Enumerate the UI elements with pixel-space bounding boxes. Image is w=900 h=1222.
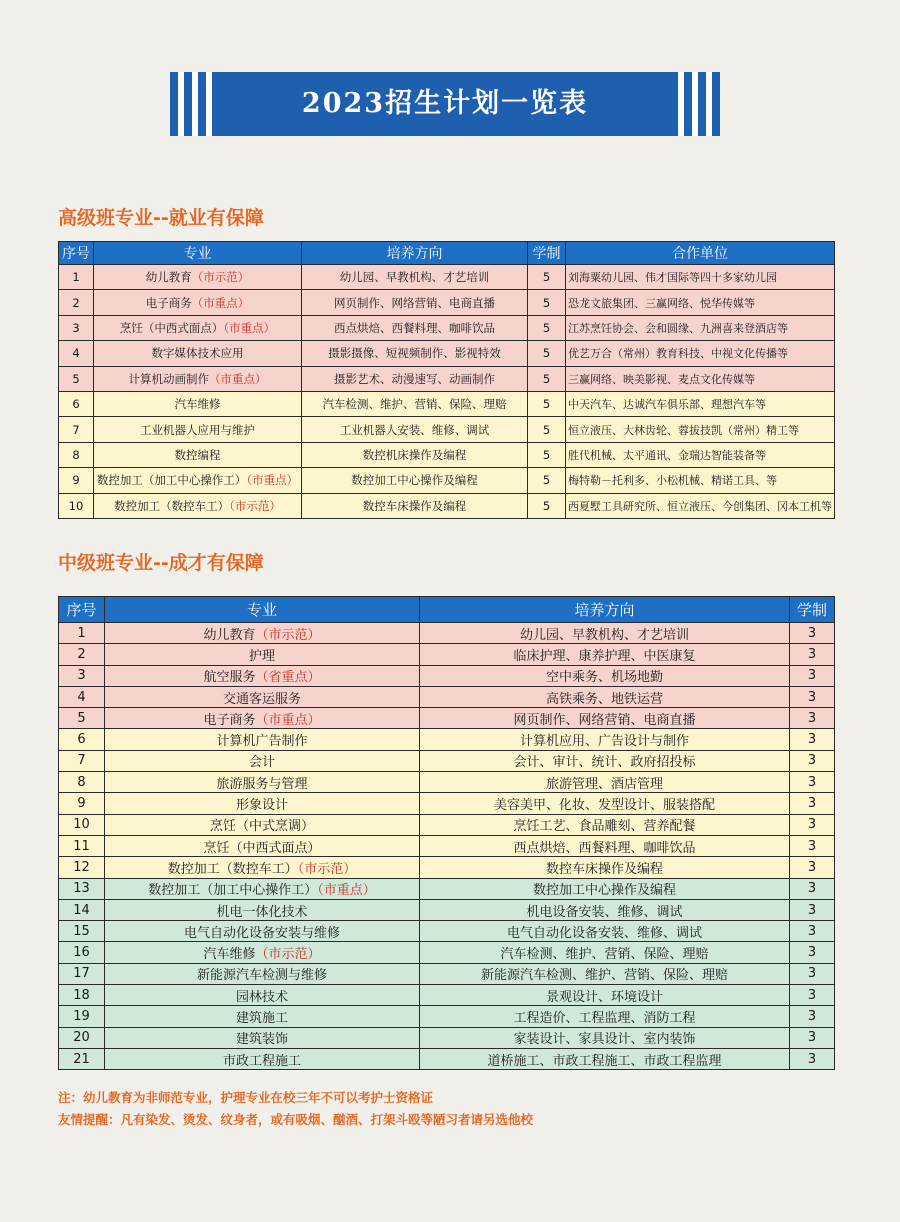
years-cell: 3: [790, 793, 835, 814]
major-cell: [94, 366, 302, 391]
years-cell: 5: [528, 315, 566, 340]
table-row: [59, 729, 835, 750]
row-number: 12: [59, 857, 105, 878]
major-tag: （市重点）: [209, 371, 267, 386]
table-row: [59, 265, 835, 290]
table-row: [59, 1027, 835, 1048]
middle-header-direction: 培养方向: [420, 597, 790, 623]
major-cell: [94, 341, 302, 366]
major-name: 数字媒体技术应用: [151, 346, 244, 361]
major-name: 计算机广告制作: [216, 734, 308, 750]
major-name: 汽车维修: [203, 947, 256, 963]
direction-cell: 摄影艺术、动漫速写、动画制作: [302, 366, 528, 391]
major-tag: （市重点）: [246, 473, 299, 488]
partner-cell: 刘海粟幼儿园、伟才国际等四十多家幼儿园: [566, 265, 835, 290]
table-row: [59, 985, 835, 1006]
page-title: 2023招生计划一览表: [301, 88, 589, 119]
table-row: [59, 708, 835, 729]
direction-cell: 烹饪工艺、食品雕刻、营养配餐: [420, 814, 790, 835]
row-number: 2: [59, 290, 94, 315]
table-row: [59, 644, 835, 665]
middle-section-heading: 中级班专业--成才有保障: [58, 552, 264, 574]
partner-cell: 江苏烹饪协会、会和圆缘、九洲喜来登酒店等: [566, 315, 835, 340]
major-name: 新能源汽车检测与维修: [196, 968, 327, 984]
major-tag: （市示范）: [229, 498, 281, 513]
row-number: 3: [59, 315, 94, 340]
years-cell: 3: [790, 708, 835, 729]
major-name: 数控加工（加工中心操作工）: [148, 883, 318, 899]
senior-header-no: 序号: [59, 242, 94, 265]
direction-cell: 旅游管理、酒店管理: [420, 772, 790, 793]
years-cell: 5: [528, 391, 566, 416]
table-row: [59, 315, 835, 340]
senior-header-major: 专业: [94, 242, 302, 265]
major-cell: [105, 772, 420, 793]
major-name: 交通客运服务: [222, 691, 301, 707]
row-number: 4: [59, 686, 105, 707]
row-number: 2: [59, 644, 105, 665]
major-name: 园林技术: [235, 989, 288, 1005]
row-number: 7: [59, 417, 94, 442]
table-row: [59, 899, 835, 920]
table-row: [59, 963, 835, 984]
direction-cell: 景观设计、环境设计: [420, 985, 790, 1006]
major-name: 建筑装饰: [235, 1032, 288, 1048]
years-cell: 3: [790, 1027, 835, 1048]
major-name: 形象设计: [235, 798, 288, 814]
table-row: [59, 1006, 835, 1027]
direction-cell: 家装设计、家具设计、室内装饰: [420, 1027, 790, 1048]
direction-cell: 工业机器人安装、维修、调试: [302, 417, 528, 442]
major-tag: （市重点）: [191, 295, 250, 310]
major-cell: [105, 985, 420, 1006]
major-cell: [105, 1027, 420, 1048]
direction-cell: 机电设备安装、维修、调试: [420, 899, 790, 920]
row-number: 18: [59, 985, 105, 1006]
direction-cell: 西点烘焙、西餐料理、咖啡饮品: [420, 835, 790, 856]
middle-header-no: 序号: [59, 597, 105, 623]
partner-cell: 胜代机械、太平通讯、金瑞达智能装备等: [566, 442, 835, 467]
years-cell: 5: [528, 341, 566, 366]
table-row: [59, 468, 835, 493]
major-cell: [105, 814, 420, 835]
major-cell: [94, 468, 302, 493]
major-name: 机电一体化技术: [216, 904, 308, 920]
row-number: 19: [59, 1006, 105, 1027]
row-number: 14: [59, 899, 105, 920]
major-name: 工业机器人应用与维护: [140, 422, 255, 437]
major-cell: [105, 921, 420, 942]
row-number: 5: [59, 708, 105, 729]
major-tag: （省重点）: [255, 670, 321, 686]
major-cell: [105, 708, 420, 729]
major-cell: [105, 793, 420, 814]
row-number: 1: [59, 265, 94, 290]
years-cell: 3: [790, 814, 835, 835]
major-name: 烹饪（中西式面点）: [119, 320, 224, 335]
direction-cell: 汽车检测、维护、营销、保险、理赔: [302, 391, 528, 416]
years-cell: 3: [790, 899, 835, 920]
table-row: [59, 665, 835, 686]
major-cell: [94, 493, 302, 518]
direction-cell: 数控加工中心操作及编程: [420, 878, 790, 899]
major-name: 旅游服务与管理: [216, 776, 308, 792]
senior-header-direction: 培养方向: [302, 242, 528, 265]
years-cell: 5: [528, 265, 566, 290]
major-cell: [105, 665, 420, 686]
years-cell: 5: [528, 468, 566, 493]
years-cell: 5: [528, 417, 566, 442]
years-cell: 5: [528, 366, 566, 391]
years-cell: 3: [790, 772, 835, 793]
table-row: [59, 814, 835, 835]
major-tag: （市重点）: [223, 320, 276, 335]
major-name: 电子商务: [145, 295, 192, 310]
years-cell: 3: [790, 857, 835, 878]
major-cell: [105, 686, 420, 707]
years-cell: 3: [790, 1048, 835, 1069]
row-number: 6: [59, 391, 94, 416]
direction-cell: 数控车床操作及编程: [420, 857, 790, 878]
major-name: 电气自动化设备安装与维修: [183, 925, 340, 941]
major-cell: [105, 835, 420, 856]
years-cell: 3: [790, 942, 835, 963]
major-cell: [105, 899, 420, 920]
table-row: [59, 686, 835, 707]
row-number: 15: [59, 921, 105, 942]
middle-header-major: 专业: [105, 597, 420, 623]
direction-cell: 数控车床操作及编程: [302, 493, 528, 518]
row-number: 10: [59, 493, 94, 518]
senior-table: [58, 241, 835, 519]
years-cell: 5: [528, 493, 566, 518]
row-number: 20: [59, 1027, 105, 1048]
years-cell: 3: [790, 686, 835, 707]
direction-cell: 幼儿园、早教机构、才艺培训: [420, 623, 790, 644]
table-row: [59, 341, 835, 366]
direction-cell: 工程造价、工程监理、消防工程: [420, 1006, 790, 1027]
major-name: 烹饪（中西式面点）: [203, 840, 321, 856]
senior-section-heading: 高级班专业--就业有保障: [58, 207, 264, 229]
major-name: 建筑施工: [235, 1010, 288, 1026]
partner-cell: 梅特勒－托利多、小松机械、精诺工具、等: [566, 468, 835, 493]
major-cell: [94, 290, 302, 315]
major-name: 数控加工（数控车工）: [114, 498, 230, 513]
direction-cell: 网页制作、网络营销、电商直播: [302, 290, 528, 315]
direction-cell: 空中乘务、机场地勤: [420, 665, 790, 686]
major-cell: [105, 623, 420, 644]
table-row: [59, 290, 835, 315]
middle-header-years: 学制: [790, 597, 835, 623]
row-number: 3: [59, 665, 105, 686]
major-cell: [94, 417, 302, 442]
partner-cell: 三赢网络、映美影视、麦点文化传媒等: [566, 366, 835, 391]
row-number: 16: [59, 942, 105, 963]
table-row: [59, 921, 835, 942]
major-cell: [105, 644, 420, 665]
major-cell: [105, 750, 420, 771]
direction-cell: 摄影摄像、短视频制作、影视特效: [302, 341, 528, 366]
senior-header-years: 学制: [528, 242, 566, 265]
row-number: 9: [59, 468, 94, 493]
major-name: 数控加工（数控车工）: [167, 861, 298, 877]
years-cell: 3: [790, 644, 835, 665]
years-cell: 5: [528, 442, 566, 467]
years-cell: 3: [790, 921, 835, 942]
senior-header-row: [59, 242, 835, 265]
table-row: [59, 417, 835, 442]
table-row: [59, 750, 835, 771]
row-number: 8: [59, 442, 94, 467]
note-text: 注：幼儿教育为非师范专业，护理专业在校三年不可以考护士资格证: [58, 1090, 434, 1105]
major-tag: （市示范）: [297, 861, 357, 877]
direction-cell: 西点烘焙、西餐料理、咖啡饮品: [302, 315, 528, 340]
major-cell: [105, 729, 420, 750]
table-row: [59, 772, 835, 793]
direction-cell: 数控机床操作及编程: [302, 442, 528, 467]
major-tag: （市重点）: [317, 883, 376, 899]
table-row: [59, 391, 835, 416]
table-row: [59, 857, 835, 878]
row-number: 1: [59, 623, 105, 644]
direction-cell: 幼儿园、早教机构、才艺培训: [302, 265, 528, 290]
major-name: 会计: [248, 755, 275, 771]
table-row: [59, 623, 835, 644]
row-number: 6: [59, 729, 105, 750]
years-cell: 3: [790, 665, 835, 686]
major-cell: [105, 1006, 420, 1027]
major-name: 市政工程施工: [222, 1053, 301, 1069]
partner-cell: 西夏墅工具研究所、恒立液压、今创集团、冈本工机等: [566, 493, 835, 518]
middle-table: [58, 596, 835, 1070]
years-cell: 3: [790, 1006, 835, 1027]
partner-cell: 中天汽车、达诚汽车俱乐部、理想汽车等: [566, 391, 835, 416]
direction-cell: 道桥施工、市政工程施工、市政工程监理: [420, 1048, 790, 1069]
row-number: 21: [59, 1048, 105, 1069]
major-tag: （市重点）: [255, 712, 321, 728]
major-name: 数控加工（加工中心操作工）: [96, 473, 247, 488]
major-name: 护理: [248, 648, 275, 664]
row-number: 10: [59, 814, 105, 835]
major-tag: （市示范）: [255, 947, 321, 963]
partner-cell: 恐龙文旅集团、三赢网络、悦华传媒等: [566, 290, 835, 315]
major-cell: [105, 942, 420, 963]
major-name: 航空服务: [203, 670, 256, 686]
years-cell: 3: [790, 985, 835, 1006]
row-number: 4: [59, 341, 94, 366]
direction-cell: 会计、审计、统计、政府招投标: [420, 750, 790, 771]
years-cell: 3: [790, 878, 835, 899]
table-row: [59, 835, 835, 856]
major-cell: [105, 857, 420, 878]
row-number: 7: [59, 750, 105, 771]
row-number: 9: [59, 793, 105, 814]
major-name: 烹饪（中式烹调）: [209, 819, 314, 835]
row-number: 5: [59, 366, 94, 391]
major-name: 幼儿教育: [145, 270, 192, 285]
direction-cell: 临床护理、康养护理、中医康复: [420, 644, 790, 665]
major-name: 汽车维修: [174, 397, 221, 412]
major-cell: [105, 878, 420, 899]
direction-cell: 美容美甲、化妆、发型设计、服装搭配: [420, 793, 790, 814]
table-row: [59, 793, 835, 814]
direction-cell: 汽车检测、维护、营销、保险、理赔: [420, 942, 790, 963]
table-row: [59, 1048, 835, 1069]
years-cell: 3: [790, 835, 835, 856]
major-cell: [94, 315, 302, 340]
table-row: [59, 878, 835, 899]
partner-cell: 恒立液压、大林齿轮、蓉拔技凯（常州）精工等: [566, 417, 835, 442]
years-cell: 3: [790, 963, 835, 984]
years-cell: 3: [790, 750, 835, 771]
direction-cell: 计算机应用、广告设计与制作: [420, 729, 790, 750]
table-row: [59, 942, 835, 963]
direction-cell: 高铁乘务、地铁运营: [420, 686, 790, 707]
direction-cell: 数控加工中心操作及编程: [302, 468, 528, 493]
major-name: 计算机动画制作: [128, 371, 209, 386]
years-cell: 3: [790, 623, 835, 644]
senior-header-partner: 合作单位: [566, 242, 835, 265]
title-banner: [170, 72, 720, 136]
row-number: 17: [59, 963, 105, 984]
direction-cell: 新能源汽车检测、维护、营销、保险、理赔: [420, 963, 790, 984]
row-number: 11: [59, 835, 105, 856]
major-cell: [105, 1048, 420, 1069]
direction-cell: 网页制作、网络营销、电商直播: [420, 708, 790, 729]
table-row: [59, 493, 835, 518]
table-row: [59, 442, 835, 467]
partner-cell: 优艺万合（常州）教育科技、中视文化传播等: [566, 341, 835, 366]
major-name: 数控编程: [174, 447, 221, 462]
major-cell: [94, 265, 302, 290]
major-name: 电子商务: [203, 712, 256, 728]
row-number: 13: [59, 878, 105, 899]
years-cell: 5: [528, 290, 566, 315]
major-cell: [94, 391, 302, 416]
table-row: [59, 366, 835, 391]
reminder-text: 友情提醒：凡有染发、烫发、纹身者，或有吸烟、酗酒、打架斗殴等陋习者请另选他校: [58, 1112, 534, 1127]
major-name: 幼儿教育: [203, 627, 256, 643]
years-cell: 3: [790, 729, 835, 750]
row-number: 8: [59, 772, 105, 793]
major-tag: （市示范）: [191, 270, 250, 285]
major-tag: （市示范）: [255, 627, 321, 643]
direction-cell: 电气自动化设备安装、维修、调试: [420, 921, 790, 942]
middle-header-row: [59, 597, 835, 623]
major-cell: [105, 963, 420, 984]
major-cell: [94, 442, 302, 467]
